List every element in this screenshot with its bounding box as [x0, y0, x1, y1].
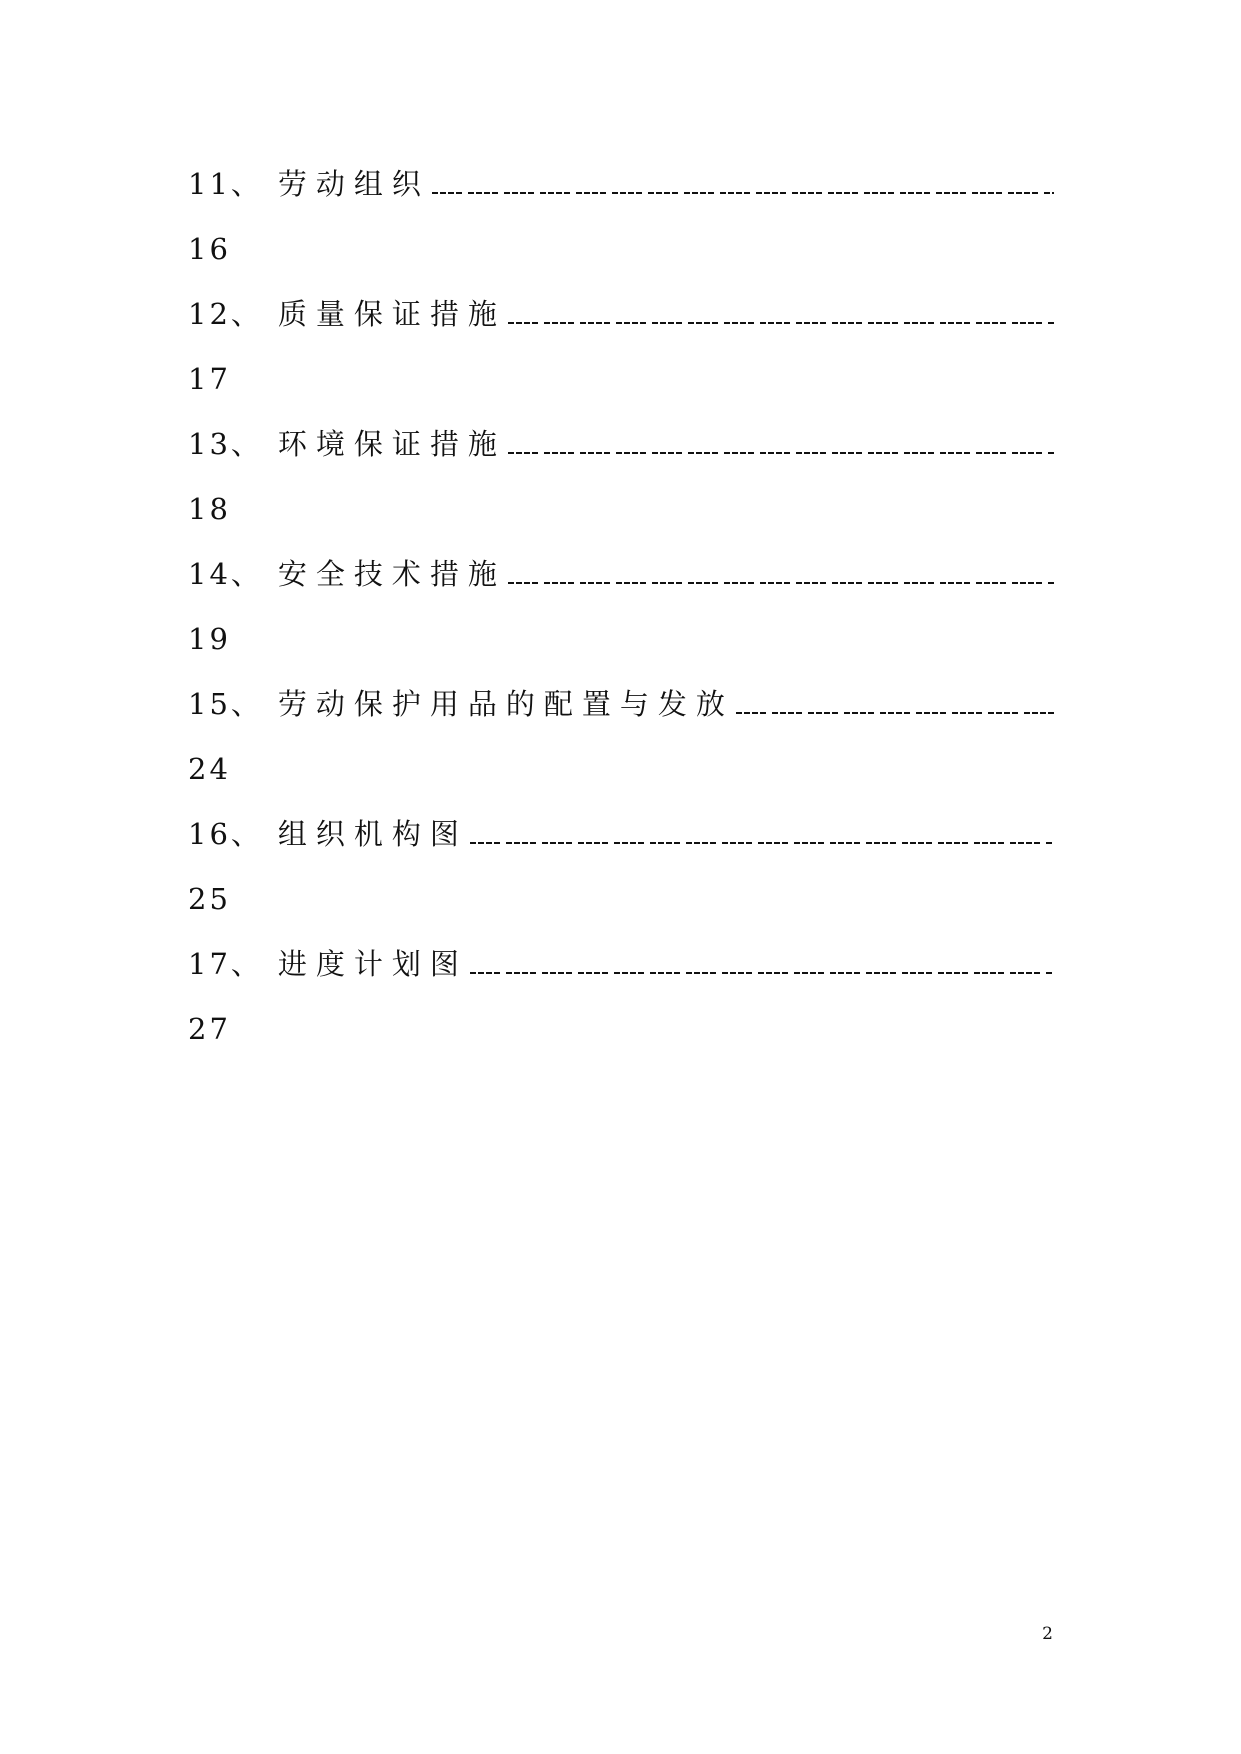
toc-entry-16[interactable] [188, 802, 1054, 932]
toc-entry-14[interactable] [188, 542, 1054, 672]
toc-dot-leader [432, 192, 1054, 194]
toc-entry-separator: 、 [230, 557, 260, 591]
toc-dot-leader [508, 452, 1054, 454]
toc-entry-12[interactable] [188, 282, 1054, 412]
toc-entry-title: 进度计划图 [277, 947, 468, 981]
toc-entry-11[interactable] [188, 152, 1054, 282]
toc-entry-number: 13 [188, 427, 231, 461]
toc-entry-15[interactable] [188, 672, 1054, 802]
toc-entry-13[interactable] [188, 412, 1054, 542]
toc-entry-number: 11 [188, 167, 231, 201]
toc-entry-number: 17 [188, 947, 231, 981]
table-of-contents [188, 152, 1054, 1062]
toc-entry-separator: 、 [230, 687, 260, 721]
toc-dot-leader [736, 712, 1054, 714]
toc-entry-separator: 、 [230, 297, 260, 331]
toc-dot-leader [470, 972, 1054, 974]
toc-entry-page: 27 [188, 1012, 231, 1046]
toc-entry-number: 12 [188, 297, 231, 331]
toc-entry-number: 16 [188, 817, 231, 851]
toc-entry-number: 14 [188, 557, 231, 591]
toc-dot-leader [470, 842, 1054, 844]
toc-entry-title: 组织机构图 [277, 817, 468, 851]
toc-entry-page: 17 [188, 362, 231, 396]
toc-entry-17[interactable] [188, 932, 1054, 1062]
toc-entry-title: 质量保证措施 [277, 297, 506, 331]
toc-entry-line [188, 152, 1054, 216]
toc-entry-line [188, 412, 1054, 476]
toc-entry-title: 安全技术措施 [277, 557, 506, 591]
toc-dot-leader [508, 322, 1054, 324]
toc-entry-title: 环境保证措施 [277, 427, 506, 461]
toc-entry-line [188, 932, 1054, 996]
toc-entry-page: 18 [188, 492, 231, 526]
toc-entry-line [188, 802, 1054, 866]
toc-entry-line [188, 282, 1054, 346]
toc-entry-number: 15 [188, 687, 231, 721]
toc-entry-line [188, 672, 1054, 736]
toc-entry-separator: 、 [230, 947, 260, 981]
toc-entry-separator: 、 [230, 427, 260, 461]
toc-entry-line [188, 542, 1054, 606]
toc-entry-page: 25 [188, 882, 231, 916]
toc-entry-title: 劳动组织 [277, 167, 430, 201]
toc-dot-leader [508, 582, 1054, 584]
toc-entry-page: 19 [188, 622, 231, 656]
page-number: 2 [1042, 1624, 1053, 1644]
toc-entry-separator: 、 [230, 817, 260, 851]
toc-entry-separator: 、 [230, 167, 260, 201]
toc-entry-page: 16 [188, 232, 231, 266]
toc-entry-page: 24 [188, 752, 231, 786]
toc-entry-title: 劳动保护用品的配置与发放 [277, 687, 734, 721]
